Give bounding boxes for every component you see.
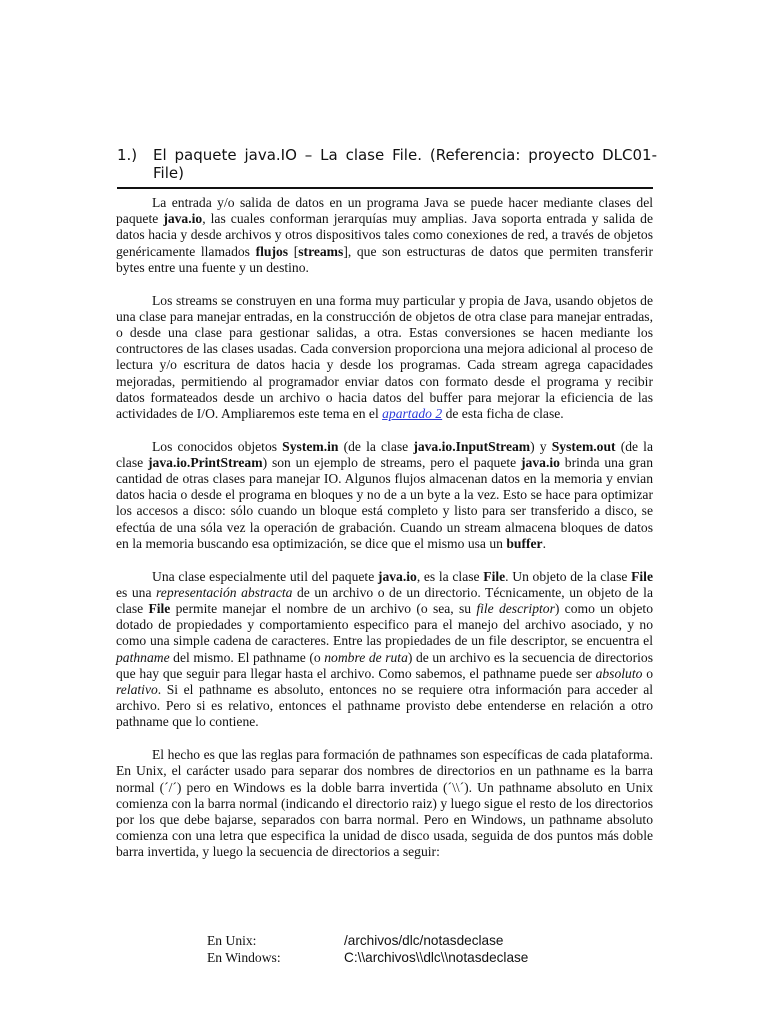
text-run: o	[642, 665, 653, 681]
text-run: La entrada y/o salida de datos en un programa Java se puede hacer mediante clases del paquete	[116, 195, 653, 227]
text-run: .	[542, 535, 546, 551]
bold-term: java.io.InputStream	[413, 438, 531, 454]
bold-term: flujos	[255, 243, 289, 259]
italic-term: pathname	[116, 649, 170, 665]
text-run: (de la clase	[116, 438, 653, 470]
heading-rule	[117, 187, 653, 189]
italic-term: nombre de ruta	[324, 649, 408, 665]
body-text	[116, 195, 653, 877]
text-run: permite manejar el nombre de un archivo (o sea, su	[170, 600, 477, 616]
text-run: (de la clase	[338, 438, 414, 454]
text-run: ) son un ejemplo de streams, pero el paquete	[262, 454, 522, 470]
bold-term: File	[148, 600, 171, 616]
text-run: . Un objeto de la clase	[505, 568, 632, 584]
path-row-windows	[207, 949, 528, 966]
text-run: es una	[116, 584, 157, 600]
text-run: Una clase especialmente util del paquete	[152, 568, 378, 584]
path-label: En Windows:	[207, 950, 281, 965]
text-run: El hecho es que las reglas para formación de pathnames son específicas de cada plataforma. En Unix, el carácter usado para separar dos nombres de directorios en un pathname es la barra normal (´/´) pero en Windows es la doble barra invertida (´\\´). Un pathname absoluto en Unix comienza con la barra normal (indicando el directorio raiz) y luego sigue el resto de los directorios por los que debe bajarse, separados con barra normal. Pero en Windows, un pathname absoluto comienza con una letra que especifica la unidad de disco usada, seguida de dos puntos más doble barra invertida, y luego la secuencia de directorios a seguir:	[116, 747, 653, 860]
italic-term: relativo	[116, 681, 158, 697]
section-number: 1.)	[117, 146, 138, 164]
path-label: En Unix:	[207, 933, 257, 948]
section-title: El paquete java.IO – La clase File. (Referencia: proyecto DLC01-File)	[153, 146, 657, 182]
text-run: ) y	[530, 438, 552, 454]
path-row-unix	[207, 932, 528, 949]
bold-term: streams	[298, 243, 344, 259]
path-examples	[207, 932, 528, 966]
path-value: /archivos/dlc/notasdeclase	[344, 933, 504, 948]
path-value: C:\\archivos\\dlc\\notasdeclase	[344, 950, 529, 965]
paragraph	[116, 195, 653, 276]
italic-term: absoluto	[595, 665, 643, 681]
bold-term: buffer	[506, 535, 543, 551]
paragraph	[116, 747, 653, 860]
bold-term: File	[483, 568, 506, 584]
text-run: del mismo. El pathname (o	[169, 649, 325, 665]
paragraph	[116, 439, 653, 552]
text-run: . Si el pathname es absoluto, entonces no se requiere otra información para acceder al archivo. Pero si es relativo, entonces el pathname provisto debe entenderse en relación a otro pathname que lo contiene.	[116, 681, 653, 730]
text-run: ) como un objeto dotado de propiedades y comportamiento especifico para el manejo del archivo asociado, y no como una simple cadena de caracteres. Entre las propiedades de un file descriptor, se encuentra el	[116, 600, 653, 649]
bold-term: File	[631, 568, 653, 584]
apartado-link[interactable]: apartado 2	[382, 405, 443, 421]
text-run: Los conocidos objetos	[152, 438, 283, 454]
text-run: brinda una gran cantidad de otras clases para manejar IO. Algunos flujos almacenan datos en la memoria y envian datos hacia o desde el programa en bloques y no de a un byte a la vez. Esto se hace para optimizar los accesos a disco: sólo cuando un bloque está completo y listo para ser transferido a disco, se efectúa de una sóla vez la operación de grabación. Cuando un stream almacena bloques de datos en la memoria buscando esa optimización, se dice que el mismo usa un	[116, 454, 653, 551]
bold-term: System.in	[282, 438, 339, 454]
bold-term: java.io	[521, 454, 560, 470]
italic-term: representación abstracta	[156, 584, 293, 600]
text-run: ) de un archivo es la secuencia de directorios que hay que seguir para llegar hasta el archivo. Como sabemos, el pathname puede ser	[116, 649, 653, 681]
paragraph	[116, 293, 653, 423]
bold-term: System.out	[551, 438, 616, 454]
bold-term: java.io	[377, 568, 417, 584]
bold-term: java.io	[163, 211, 203, 227]
paragraph	[116, 569, 653, 731]
text-run: , las cuales conforman jerarquías muy amplias. Java soporta entrada y salida de datos hacia y desde archivos y otros dispositivos tales como conexiones de red, a través de objetos genéricamente llamados	[116, 211, 653, 259]
text-run: de un archivo o de un directorio. Técnicamente, un objeto de la clase	[116, 584, 653, 616]
text-run: [	[288, 243, 299, 259]
text-run: , es la clase	[416, 568, 484, 584]
bold-term: java.io.PrintStream	[148, 454, 263, 470]
italic-term: file descriptor	[476, 600, 555, 616]
text-run: Los streams se construyen en una forma muy particular y propia de Java, usando objetos de una clase para manejar entradas, en la construcción de objetos de otra clase para manejar entradas, o desde una clase para gestionar salidas, a otra. Estas conversiones se hacen mediante los contructores de las clases usadas. Cada conversion proporciona una mejora adicional al proceso de lectura y/o escritura de datos hacia y desde los programas. Cada stream agrega capacidades mejoradas, permitiendo al programador enviar datos con formato desde el programa y recibir datos formateados desde un archivo o hacia datos del buffer para mejorar la eficiencia de las actividades de I/O. Ampliaremos este tema en el	[116, 292, 653, 421]
text-run: ], que son estructuras de datos que permiten transferir bytes entre una fuente y un destino.	[116, 243, 653, 275]
text-run: de esta ficha de clase.	[442, 405, 564, 421]
section-heading	[117, 146, 657, 182]
